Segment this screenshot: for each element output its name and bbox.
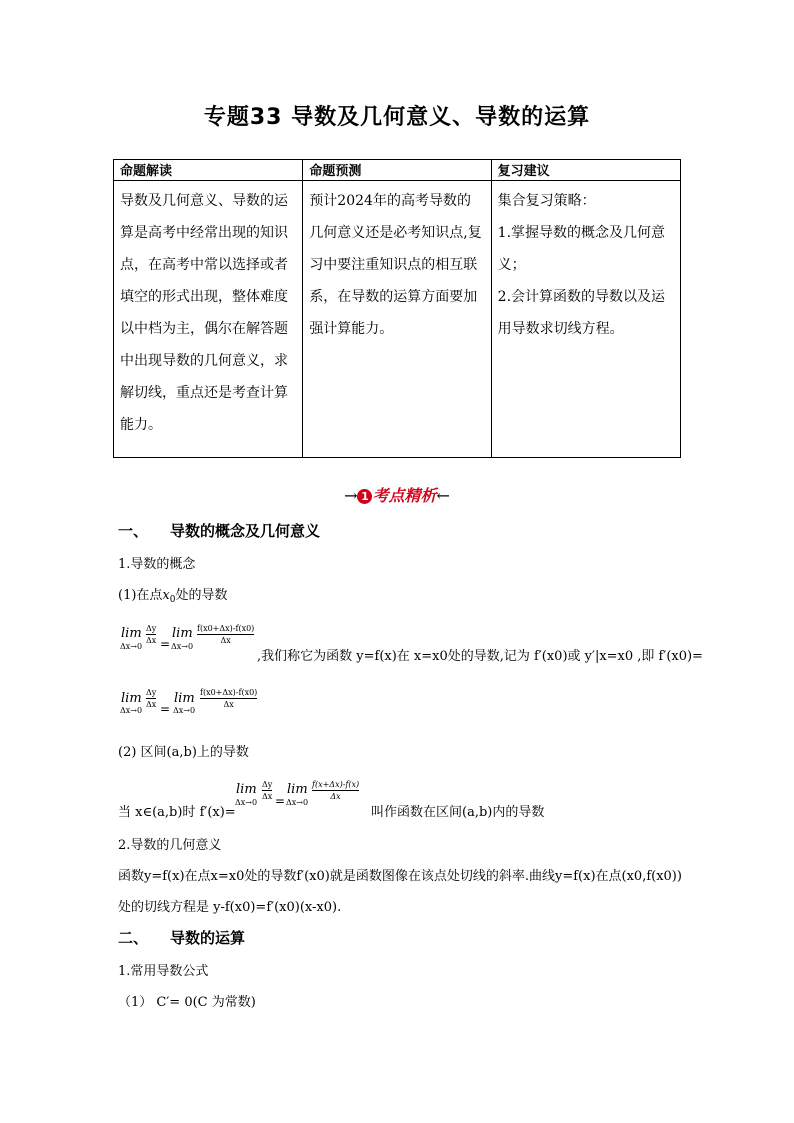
banner-keyword: 考点精析 bbox=[372, 486, 437, 505]
table-header-2: 命题预测 bbox=[303, 160, 491, 181]
subheading-interval-derivative: (2) 区间(a,b)上的导数 bbox=[118, 745, 249, 760]
section-heading-1 bbox=[118, 520, 320, 541]
equals-sign: = bbox=[275, 794, 286, 808]
text: 处的导数 bbox=[175, 588, 228, 603]
formula-lim: lim bbox=[174, 691, 195, 706]
denominator: Δx bbox=[223, 700, 234, 709]
formula-lim-sub: Δx→0 bbox=[120, 706, 143, 715]
formula-lim-sub: Δx→0 bbox=[171, 642, 194, 651]
interval-derivative-pre: 当 x∈(a,b)时 f′(x)= bbox=[118, 805, 236, 820]
formula-fraction bbox=[200, 688, 257, 709]
subheading-geometric-meaning: 2.导数的几何意义 bbox=[118, 838, 222, 853]
fraction-bar bbox=[200, 698, 257, 699]
numerator: Δy bbox=[146, 688, 157, 697]
table-cell-prediction: 预计2024年的高考导数的几何意义还是必考知识点,复习中要注重知识点的相互联系，在导数的运算方面要加强计算能力。 bbox=[303, 181, 491, 458]
formula-lim-sub: Δx→0 bbox=[286, 798, 309, 807]
geometric-meaning-line-2: 处的切线方程是 y-f(x0)=f′(x0)(x-x0). bbox=[118, 900, 342, 915]
number-badge: 1 bbox=[357, 489, 372, 504]
fraction-bar bbox=[262, 790, 272, 791]
advice-line-3: 2.会计算函数的导数以及运用导数求切线方程。 bbox=[497, 289, 666, 337]
text: (1)在点 bbox=[118, 588, 163, 603]
var-x: x bbox=[162, 588, 170, 603]
formula-fraction bbox=[197, 624, 254, 645]
numerator: Δy bbox=[262, 780, 273, 789]
subheading-common-formulas: 1.常用导数公式 bbox=[118, 964, 209, 979]
formula-constant: （1） C′= 0(C 为常数) bbox=[118, 995, 256, 1010]
equals-sign: = bbox=[160, 637, 171, 651]
numerator: f(x+Δx)-f(x) bbox=[312, 780, 360, 789]
table-header-row bbox=[114, 160, 681, 181]
formula-fraction-dy-dx bbox=[146, 624, 156, 645]
table-header-1: 命题解读 bbox=[114, 160, 303, 181]
advice-line-1: 集合复习策略： bbox=[497, 193, 596, 209]
table-cell-interpretation: 导数及几何意义、导数的运算是高考中经常出现的知识点，在高考中常以选择或者填空的形式出现，整体难度以中档为主，偶尔在解答题中出现导数的几何意义，求解切线，重点还是考查计算能力。 bbox=[114, 181, 303, 458]
section-banner bbox=[0, 483, 794, 506]
page-title: 专题33 导数及几何意义、导数的运算 bbox=[203, 105, 591, 130]
numerator: f(x0+Δx)-f(x0) bbox=[197, 624, 255, 633]
section-number: 二、 bbox=[118, 929, 149, 947]
numerator: f(x0+Δx)-f(x0) bbox=[200, 688, 258, 697]
denominator: Δx bbox=[146, 636, 157, 645]
denominator: Δx bbox=[220, 636, 231, 645]
fraction-bar bbox=[146, 698, 156, 699]
formula-lim: lim bbox=[121, 691, 142, 706]
formula-lim-sub: Δx→0 bbox=[173, 706, 196, 715]
fraction-bar bbox=[146, 634, 156, 635]
subheading-derivative-concept: 1.导数的概念 bbox=[118, 557, 196, 572]
left-arrow-icon: → bbox=[344, 486, 358, 505]
section-title: 导数的概念及几何意义 bbox=[170, 522, 321, 540]
numerator: Δy bbox=[146, 624, 157, 633]
table-cell-advice bbox=[491, 181, 680, 458]
formula-fraction-dy-dx bbox=[262, 780, 272, 801]
right-arrow-icon: ← bbox=[436, 486, 450, 505]
exam-plan-table bbox=[113, 159, 681, 458]
point-derivative-line bbox=[118, 584, 228, 605]
section-title: 导数的运算 bbox=[170, 929, 246, 947]
denominator: Δx bbox=[146, 700, 157, 709]
interval-derivative-post: 叫作函数在区间(a,b)内的导数 bbox=[371, 805, 545, 820]
derivative-definition-text: ,我们称它为函数 y=f(x)在 x=x0处的导数,记为 f′(x0)或 y′|x=x0 ,即 f′(x0)= bbox=[257, 649, 703, 664]
formula-lim-sub: Δx→0 bbox=[120, 642, 143, 651]
table-header-3: 复习建议 bbox=[491, 160, 680, 181]
advice-line-2: 1.掌握导数的概念及几何意义； bbox=[497, 225, 666, 273]
formula-fraction bbox=[312, 780, 359, 801]
fraction-bar bbox=[197, 634, 254, 635]
denominator: Δx bbox=[330, 792, 341, 801]
table-row bbox=[114, 181, 681, 458]
formula-lim: lim bbox=[172, 626, 193, 641]
formula-lim: lim bbox=[287, 782, 308, 797]
denominator: Δx bbox=[262, 792, 273, 801]
subscript: 0 bbox=[169, 595, 176, 605]
equals-sign: = bbox=[160, 702, 171, 716]
formula-lim: lim bbox=[121, 626, 142, 641]
formula-lim: lim bbox=[236, 782, 257, 797]
fraction-bar bbox=[312, 790, 359, 791]
section-number: 一、 bbox=[118, 522, 149, 540]
geometric-meaning-line-1: 函数y=f(x)在点x=x0处的导数f′(x0)就是函数图像在该点处切线的斜率.曲线y=f(x)在点(x0,f(x0)) bbox=[118, 869, 682, 884]
section-heading-2 bbox=[118, 927, 245, 948]
formula-lim-sub: Δx→0 bbox=[235, 798, 258, 807]
formula-fraction-dy-dx bbox=[146, 688, 156, 709]
